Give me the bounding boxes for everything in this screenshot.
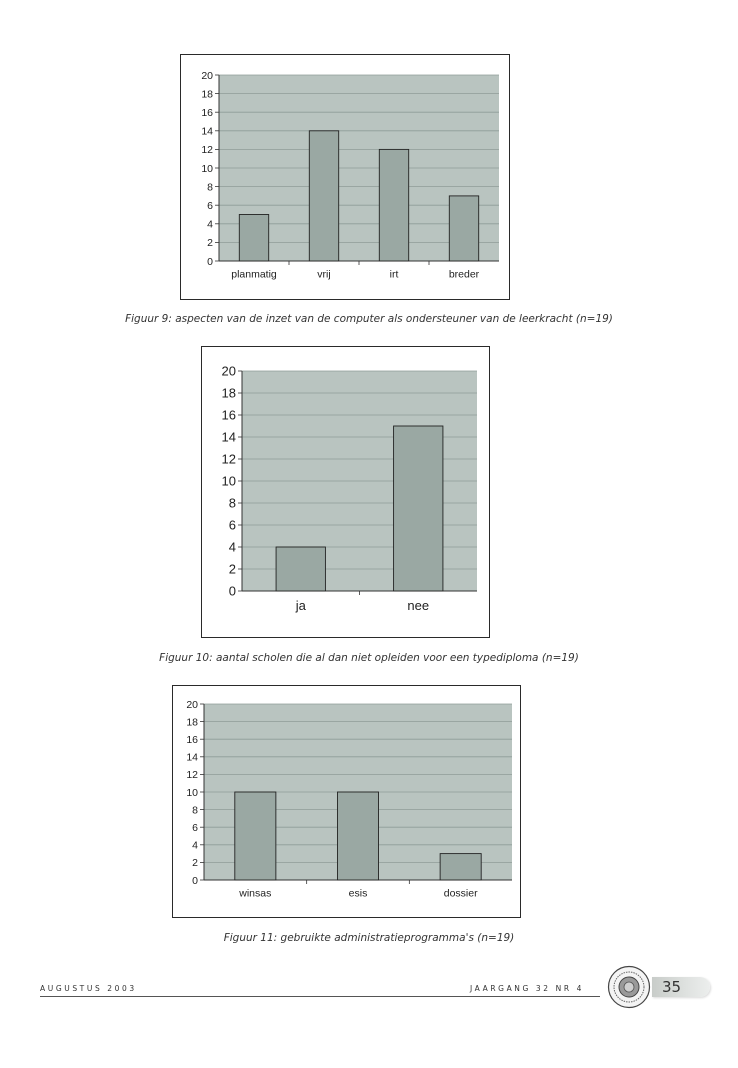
y-tick-label: 20	[201, 69, 213, 82]
category-label-nee: nee	[407, 598, 430, 613]
y-tick-label: 2	[228, 561, 236, 577]
chart-figuur-9	[180, 54, 510, 300]
y-tick-label: 6	[207, 199, 213, 212]
y-tick-label: 8	[207, 181, 213, 194]
footer-volume: JAARGANG 32 NR 4	[470, 984, 585, 993]
bar-vrij	[309, 131, 338, 261]
y-tick-label: 10	[186, 786, 198, 799]
footer-date: AUGUSTUS 2003	[40, 984, 137, 993]
y-tick-label: 8	[192, 804, 198, 817]
caption-figuur-9: Figuur 9: aspecten van de inzet van de computer als ondersteuner van de leerkracht (n=19)	[125, 313, 613, 325]
chart-figuur-10	[201, 346, 490, 638]
y-tick-label: 14	[221, 429, 236, 445]
bar-chart-figuur-11	[173, 686, 522, 919]
y-tick-label: 18	[186, 716, 198, 729]
y-tick-label: 12	[186, 769, 198, 782]
bar-winsas	[235, 792, 276, 880]
bar-dossier	[440, 854, 481, 880]
category-label-winsas: winsas	[239, 887, 272, 900]
y-tick-label: 4	[207, 218, 213, 231]
seal-logo-icon	[607, 965, 651, 1009]
y-tick-label: 14	[201, 125, 213, 138]
bar-irt	[379, 149, 408, 261]
y-tick-label: 0	[228, 583, 236, 599]
category-label-planmatig: planmatig	[231, 268, 277, 281]
bar-breder	[449, 196, 478, 261]
y-tick-label: 2	[192, 857, 198, 870]
y-tick-label: 12	[221, 451, 236, 467]
y-tick-label: 8	[228, 495, 236, 511]
y-tick-label: 20	[221, 363, 236, 379]
y-tick-label: 18	[201, 88, 213, 101]
y-tick-label: 16	[221, 407, 236, 423]
bar-esis	[337, 792, 378, 880]
y-tick-label: 4	[192, 839, 198, 852]
bar-chart-figuur-10	[202, 347, 491, 639]
category-label-irt: irt	[389, 268, 399, 281]
category-label-vrij: vrij	[317, 268, 331, 281]
y-tick-label: 12	[201, 144, 213, 157]
caption-figuur-10: Figuur 10: aantal scholen die al dan niet opleiden voor een typediploma (n=19)	[159, 652, 579, 664]
y-tick-label: 0	[207, 255, 213, 268]
y-tick-label: 18	[221, 385, 236, 401]
y-tick-label: 2	[207, 237, 213, 250]
category-label-esis: esis	[348, 887, 368, 900]
y-tick-label: 16	[201, 106, 213, 119]
y-tick-label: 16	[186, 733, 198, 746]
bar-chart-figuur-9	[181, 55, 511, 301]
bar-ja	[276, 547, 325, 591]
y-tick-label: 14	[186, 751, 198, 764]
footer-rule	[40, 996, 600, 997]
y-tick-label: 6	[228, 517, 236, 533]
y-tick-label: 4	[228, 539, 236, 555]
bar-nee	[394, 426, 443, 591]
page-number: 35	[662, 978, 682, 996]
bar-planmatig	[239, 215, 268, 262]
category-label-dossier: dossier	[443, 887, 478, 900]
chart-figuur-11	[172, 685, 521, 918]
y-tick-label: 20	[186, 698, 198, 711]
y-tick-label: 6	[192, 821, 198, 834]
y-tick-label: 10	[201, 162, 213, 175]
category-label-ja: ja	[295, 598, 306, 613]
caption-figuur-11: Figuur 11: gebruikte administratieprogramma's (n=19)	[223, 932, 515, 944]
category-label-breder: breder	[448, 268, 480, 281]
y-tick-label: 10	[221, 473, 236, 489]
y-tick-label: 0	[192, 874, 198, 887]
